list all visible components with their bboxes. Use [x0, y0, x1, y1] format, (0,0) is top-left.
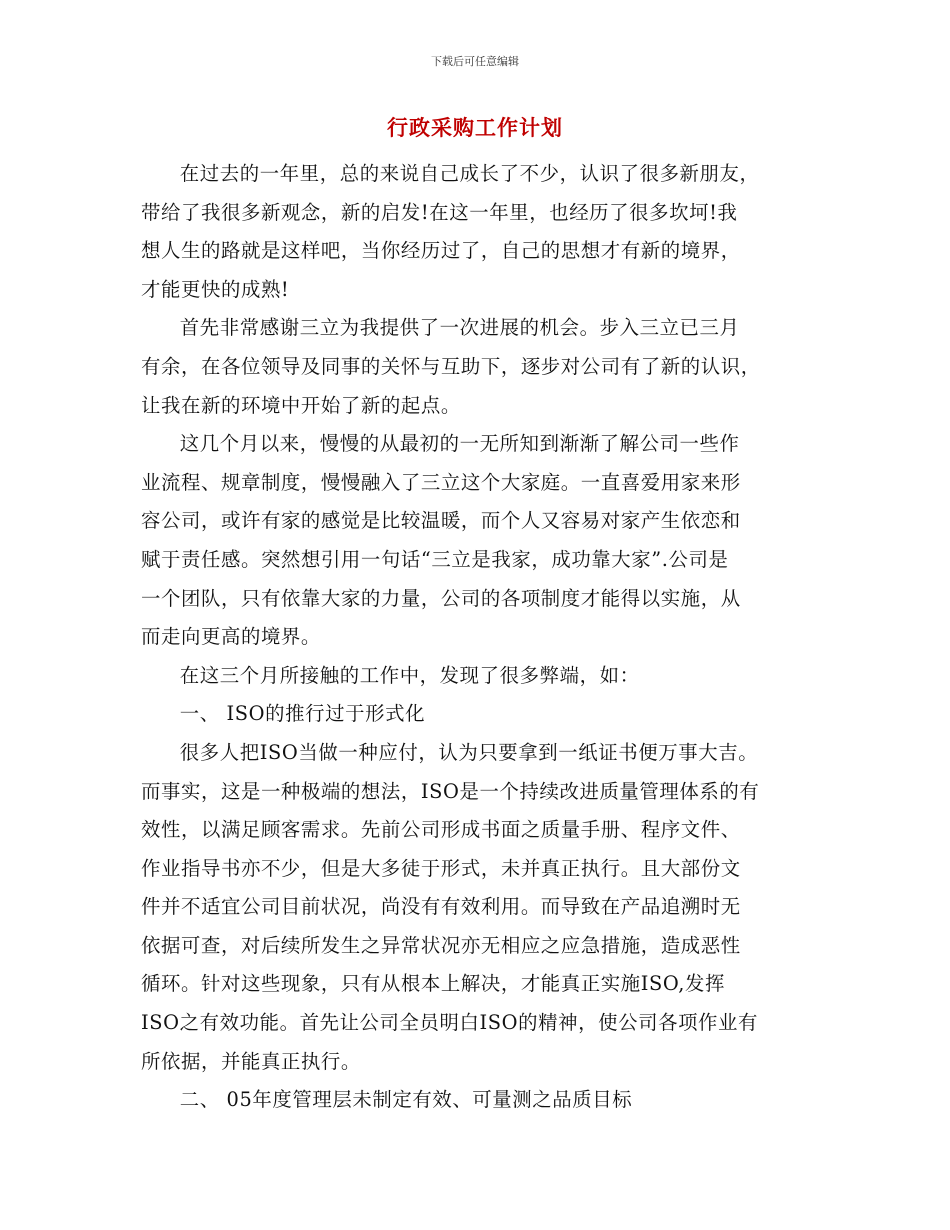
paragraph-1 — [141, 155, 809, 309]
text-line: 有余，在各位领导及同事的关怀与互助下，逐步对公司有了新的认识， — [141, 354, 761, 378]
text-line: 这几个月以来，慢慢的从最初的一无所知到渐渐了解公司一些作 — [179, 432, 740, 456]
paragraph-4 — [141, 657, 809, 696]
text-line: 容公司，或许有家的感觉是比较温暖，而个人又容易对家产生依恋和 — [141, 509, 741, 533]
text-line: 效性，以满足顾客需求。先前公司形成书面之质量手册、程序文件、 — [141, 818, 741, 842]
paragraph-3 — [141, 425, 809, 657]
text-line: 在这三个月所接触的工作中，发现了很多弊端，如： — [179, 663, 640, 687]
text-line: 首先非常感谢三立为我提供了一次进展的机会。步入三立已三月 — [179, 316, 740, 340]
text-line: 而事实，这是一种极端的想法，ISO是一个持续改进质量管理体系的有 — [141, 779, 760, 803]
text-line: 所依据，并能真正执行。 — [141, 1049, 361, 1073]
text-line: 作业指导书亦不少，但是大多徒于形式，未并真正执行。且大部份文 — [141, 856, 741, 880]
paragraph-5 — [141, 734, 809, 1081]
document-body — [141, 155, 809, 1120]
text-line: 很多人把ISO当做一种应付，认为只要拿到一纸证书便万事大吉。 — [179, 740, 759, 764]
text-line: 一、 ISO的推行过于形式化 — [179, 702, 426, 726]
text-line: 业流程、规章制度，慢慢融入了三立这个大家庭。一直喜爱用家来形 — [141, 470, 741, 494]
header-note: 下载后可任意编辑 — [431, 55, 519, 68]
section-heading-1 — [141, 695, 809, 734]
text-line: 依据可查，对后续所发生之异常状况亦无相应之应急措施，造成恶性 — [141, 933, 741, 957]
text-line: 二、 05年度管理层未制定有效、可量测之品质目标 — [179, 1088, 633, 1112]
text-line: 一个团队，只有依靠大家的力量，公司的各项制度才能得以实施，从 — [141, 586, 741, 610]
text-line: 赋于责任感。突然想引用一句话“三立是我家，成功靠大家”.公司是 — [141, 547, 729, 571]
text-line: 件并不适宜公司目前状况，尚没有有效利用。而导致在产品追溯时无 — [141, 895, 741, 919]
section-heading-2 — [141, 1081, 809, 1120]
text-line: 带给了我很多新观念，新的启发!在这一年里，也经历了很多坎坷!我 — [141, 200, 738, 224]
document-title: 行政采购工作计划 — [387, 115, 563, 140]
text-line: 想人生的路就是这样吧，当你经历过了，自己的思想才有新的境界， — [141, 239, 741, 263]
text-line: 在过去的一年里，总的来说自己成长了不少，认识了很多新朋友， — [179, 162, 760, 185]
text-line: 才能更快的成熟! — [141, 277, 290, 301]
text-line: 循环。针对这些现象，只有从根本上解决，才能真正实施ISO,发挥 — [141, 972, 726, 996]
text-line: ISO之有效功能。首先让公司全员明白ISO的精神，使公司各项作业有 — [141, 1011, 759, 1035]
text-line: 而走向更高的境界。 — [141, 625, 321, 649]
paragraph-2 — [141, 309, 809, 425]
text-line: 让我在新的环境中开始了新的起点。 — [141, 393, 461, 417]
